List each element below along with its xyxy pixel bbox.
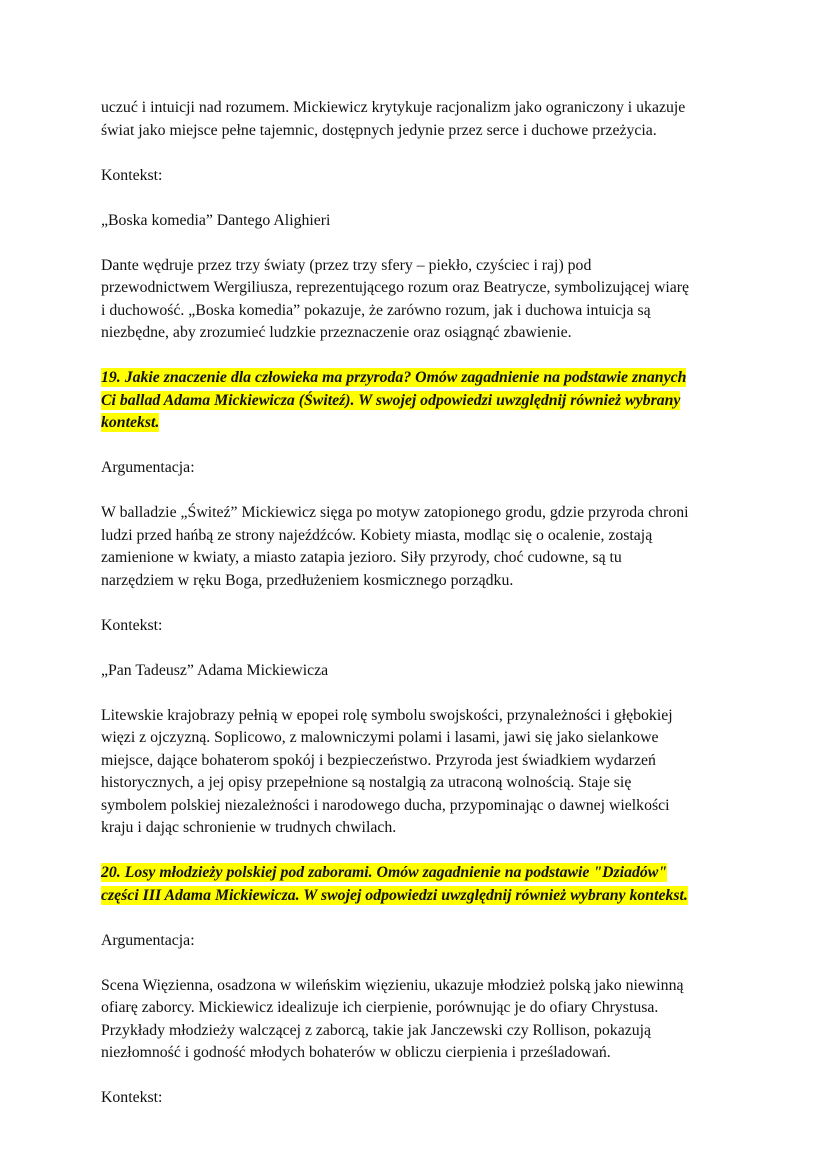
highlighted-line: 20. Losy młodzieży polskiej pod zaborami. Omów zagadnienie na podstawie "Dziadów" (101, 864, 668, 881)
document-body (101, 97, 741, 1132)
highlighted-line: Ci ballad Adama Mickiewicza (Świteź). W swojej odpowiedzi uwzględnij również wybrany (101, 391, 681, 409)
paragraph-line: ludzi przed hańbą ze strony najeźdźców. Kobiety miasta, modląc się o ocalenie, zostają (101, 526, 653, 544)
argumentacja-label: Argumentacja: (101, 931, 195, 949)
highlighted-line: kontekst. (101, 414, 160, 431)
paragraph-line: narzędziem w ręku Boga, przedłużeniem kosmicznego porządku. (101, 571, 514, 589)
paragraph-line: niezbędne, aby zrozumieć ludzkie przeznaczenie oraz osiągnąć zbawienie. (101, 324, 572, 341)
paragraph-line: Przykłady młodzieży walczącej z zaborcą, takie jak Janczewski czy Rollison, pokazują (101, 1021, 652, 1039)
paragraph-line: niezłomność i godność młodych bohaterów w obliczu cierpienia i prześladowań. (101, 1044, 611, 1061)
paragraph-line: uczuć i intuicji nad rozumem. Mickiewicz krytykuje racjonalizm jako ograniczony i ukazuje (101, 99, 686, 116)
paragraph-line: symbolem polskiej niezależności i narodowego ducha, przypominając o dawnej wielkości (101, 796, 670, 814)
paragraph-line: świat jako miejsce pełne tajemnic, dostępnych jedynie przez serce i duchowe przeżycia. (101, 121, 657, 139)
paragraph-line: zamienione w kwiaty, a miasto zatapia jezioro. Siły przyrody, choć cudowne, są tu (101, 549, 622, 566)
highlighted-line: 19. Jakie znaczenie dla człowieka ma przyroda? Omów zagadnienie na podstawie znanych (101, 369, 687, 386)
context-title: „Pan Tadeusz” Adama Mickiewicza (101, 661, 329, 679)
context-title: „Boska komedia” Dantego Alighieri (101, 211, 331, 229)
question-heading-19 (101, 367, 741, 435)
paragraph-line: Scena Więzienna, osadzona w wileńskim więzieniu, ukazuje młodzież polską jako niewinną (101, 976, 684, 994)
context-paragraph (101, 705, 741, 840)
paragraph-line: kraju i dając schronienie w trudnych chwilach. (101, 819, 397, 836)
paragraph-line: Dante wędruje przez trzy światy (przez trzy sfery – piekło, czyściec i raj) pod (101, 256, 592, 274)
paragraph-line: W balladzie „Świteź” Mickiewicz sięga po motyw zatopionego grodu, gdzie przyroda chroni (101, 504, 689, 521)
paragraph-line: miejsce, dające bohaterom spokój i bezpieczeństwo. Przyroda jest świadkiem wydarzeń (101, 751, 656, 769)
paragraph-line: więzi z ojczyzną. Soplicowo, z malowniczymi polami i lasami, jawi się jako sielankowe (101, 729, 659, 746)
kontekst-label: Kontekst: (101, 616, 163, 634)
argument-paragraph (101, 975, 741, 1065)
paragraph-line: Litewskie krajobrazy pełnią w epopei rolę symbolu swojskości, przynależności i głębokiej (101, 706, 673, 724)
kontekst-label: Kontekst: (101, 166, 163, 184)
question-heading-20 (101, 862, 741, 907)
paragraph-line: ofiarę zaborcy. Mickiewicz idealizuje ich cierpienie, porównując je do ofiary Chrystusa. (101, 999, 659, 1016)
paragraph-line: i duchowość. „Boska komedia” pokazuje, że zarówno rozum, jak i duchowa intuicja są (101, 301, 651, 319)
paragraph-line: przewodnictwem Wergiliusza, reprezentującego rozum oraz Beatrycze, symbolizującej wiarę (101, 279, 690, 296)
argumentacja-label: Argumentacja: (101, 459, 195, 476)
argument-paragraph (101, 502, 741, 592)
context-paragraph (101, 255, 741, 345)
highlighted-line: części III Adama Mickiewicza. W swojej odpowiedzi uwzględnij również wybrany kontekst. (101, 886, 688, 904)
kontekst-label: Kontekst: (101, 1089, 163, 1106)
paragraph-line: historycznych, a jej opisy przepełnione są nostalgią za utraconą wolnością. Staje się (101, 774, 632, 791)
